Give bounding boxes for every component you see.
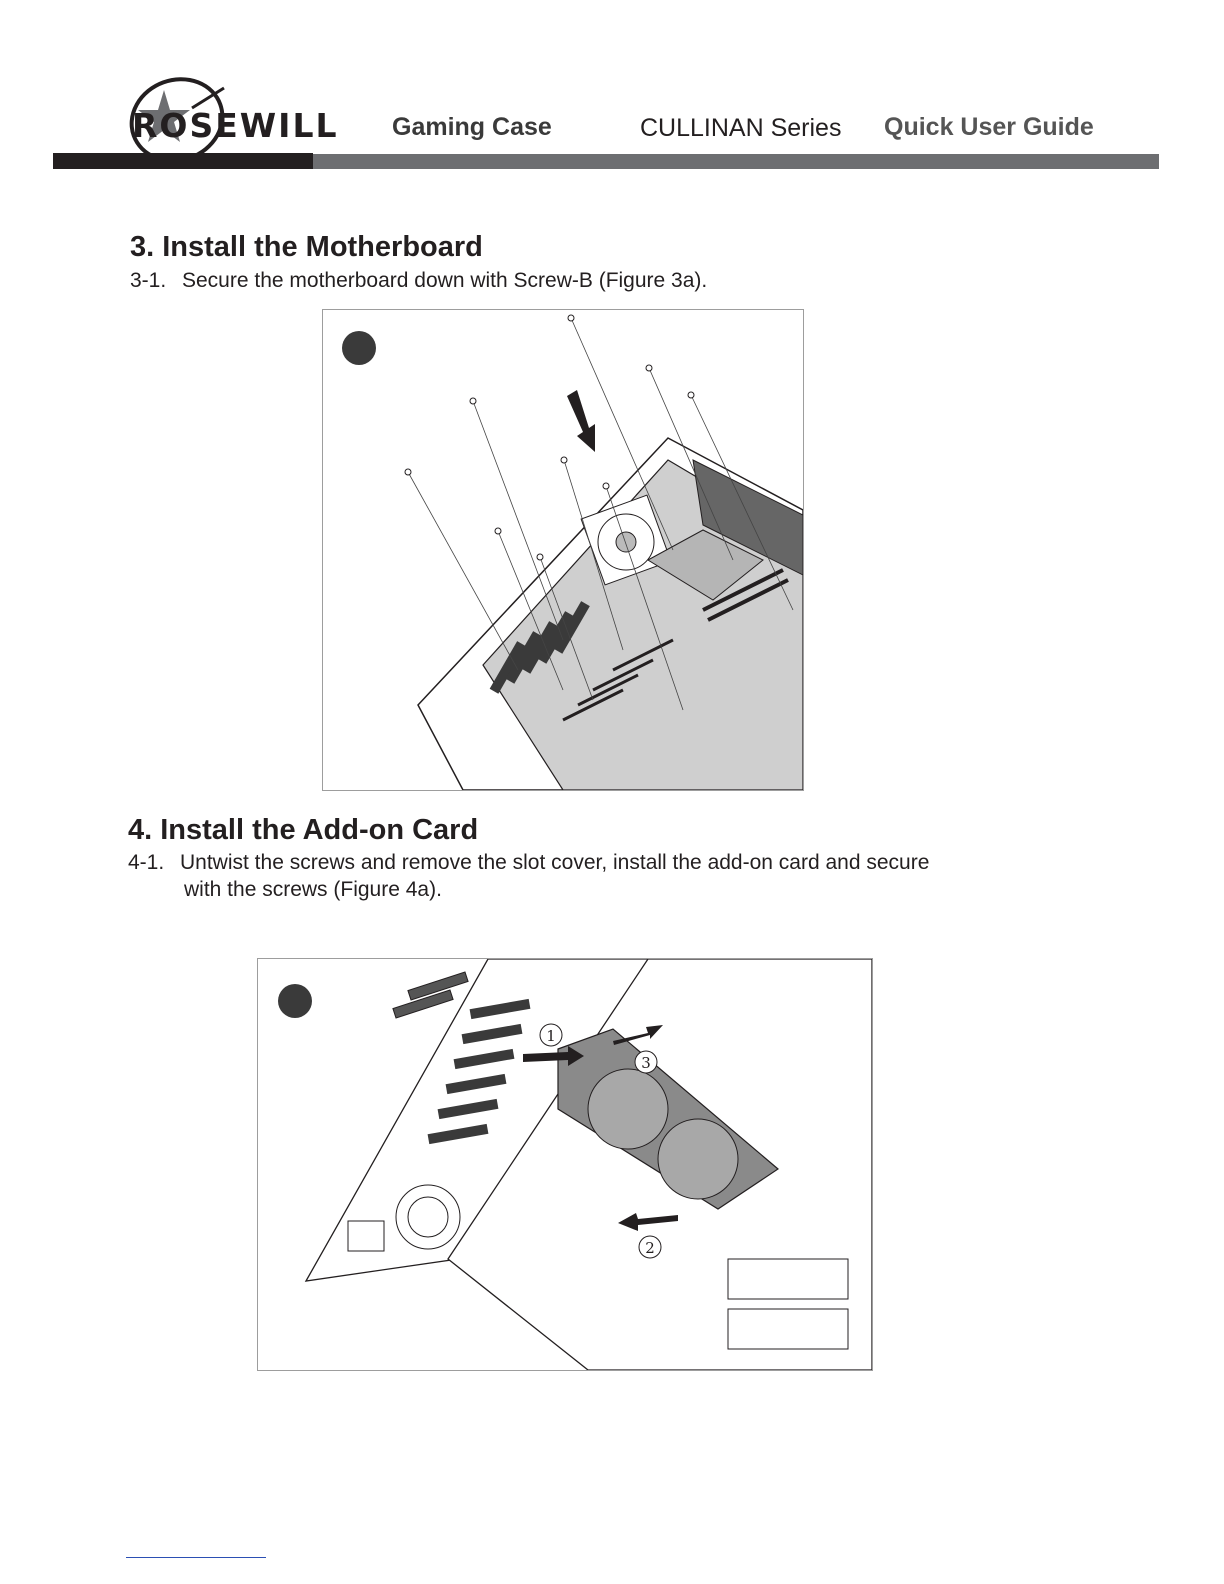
- brand-wordmark: ROSEWILL: [132, 106, 339, 145]
- step-4-1-text-line2: with the screws (Figure 4a).: [184, 878, 442, 901]
- addon-card-install-illustration: [258, 959, 872, 1370]
- step-4-1-text-line1: Untwist the screws and remove the slot cover, install the add-on card and secure: [180, 851, 930, 874]
- callout-2: 2: [645, 1239, 655, 1257]
- callout-1: 1: [546, 1027, 556, 1045]
- motherboard-install-illustration: [323, 310, 803, 790]
- section-heading-addon-card: 4. Install the Add-on Card: [128, 814, 479, 846]
- section-heading-motherboard: 3. Install the Motherboard: [130, 231, 483, 263]
- product-name: Gaming Case: [392, 113, 552, 141]
- step-3-1-text: Secure the motherboard down with Screw-B (Figure 3a).: [182, 269, 708, 292]
- figure-4a: [257, 958, 873, 1371]
- step-4-1-number: 4-1.: [128, 851, 165, 874]
- footer-rule: [126, 1557, 266, 1558]
- guide-title: Quick User Guide: [884, 113, 1094, 141]
- step-3-1-number: 3-1.: [130, 269, 167, 292]
- series-name: CULLINAN Series: [640, 114, 842, 142]
- figure-3a: [322, 309, 804, 791]
- callout-3: 3: [641, 1054, 651, 1072]
- header-bar-dark: [53, 153, 313, 169]
- header-bar-light: [313, 154, 1159, 169]
